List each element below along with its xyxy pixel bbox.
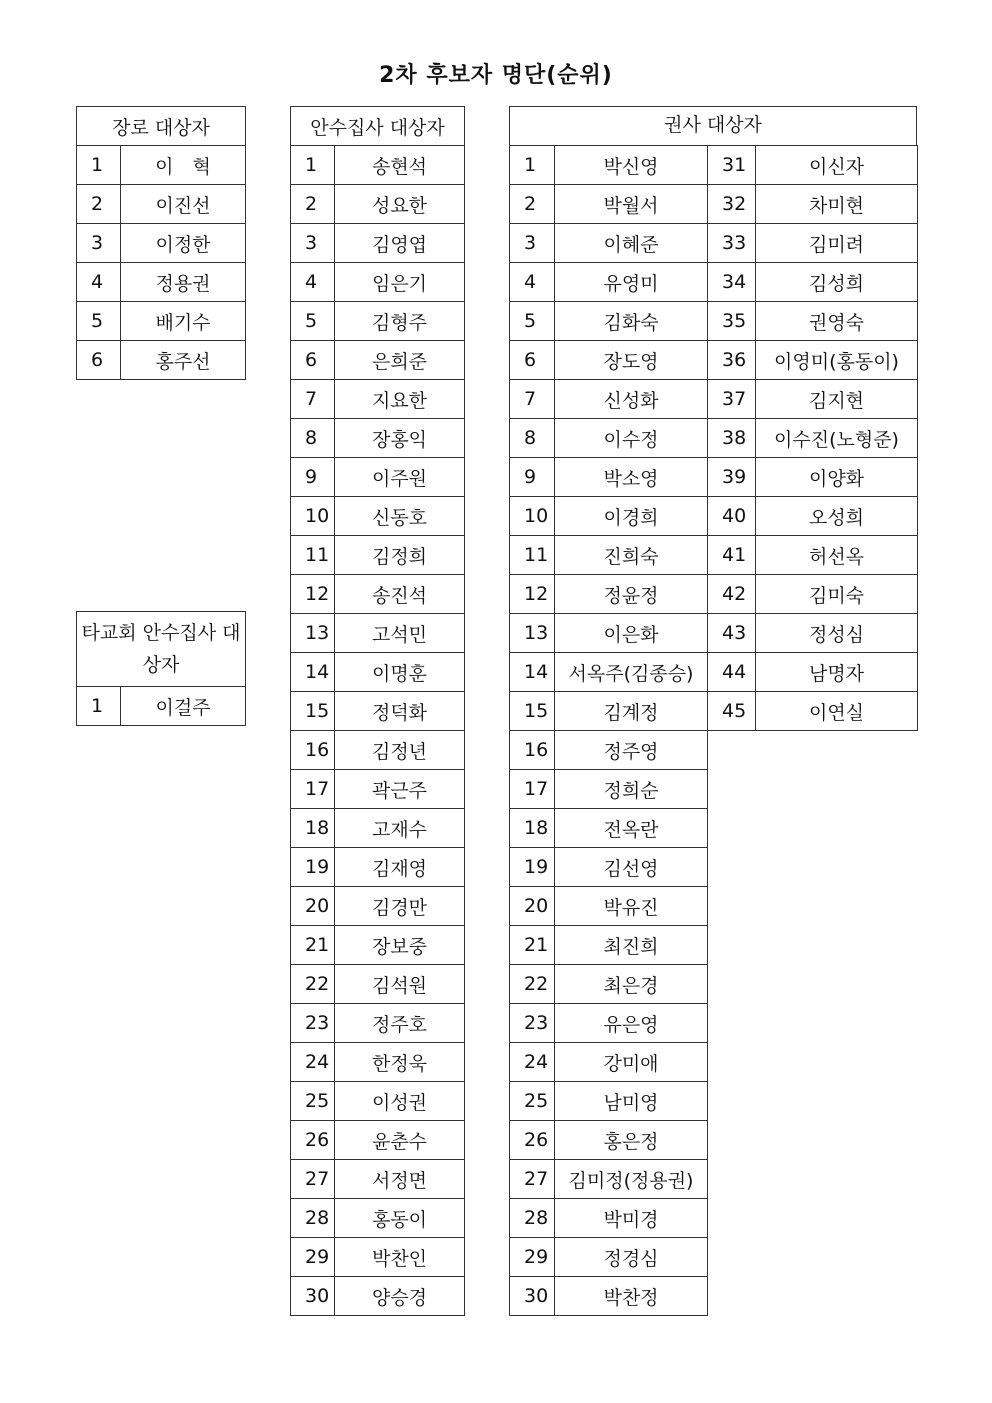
rank-number: 4 [77,263,121,302]
rank-number: 8 [510,419,555,458]
rank-number: 16 [291,731,335,770]
table-row [77,302,246,341]
page-title: 2차 후보자 명단(순위) [379,63,613,88]
candidate-name: 김영엽 [335,224,465,263]
table-row [291,1238,465,1277]
table-row [291,731,465,770]
table-row [291,302,465,341]
table-header [510,107,708,146]
candidate-name: 이주원 [335,458,465,497]
table-row [77,687,246,726]
candidate-name: 김정희 [335,536,465,575]
candidate-name: 양승경 [335,1277,465,1316]
rank-number: 2 [77,185,121,224]
table-row [510,653,708,692]
candidate-name: 권영숙 [756,302,918,341]
candidate-name: 김성희 [756,263,918,302]
table-header: 타교회 안수집사 대상자 [77,612,246,687]
table-row [708,263,918,302]
rank-number: 21 [291,926,335,965]
rank-number: 3 [77,224,121,263]
candidate-name: 차미현 [756,185,918,224]
rank-number: 16 [510,731,555,770]
table-row [708,380,918,419]
rank-number: 43 [708,614,756,653]
table-row [291,1043,465,1082]
candidate-name: 박미경 [555,1199,708,1238]
candidate-name: 이영미(홍동이) [756,341,918,380]
rank-number: 7 [510,380,555,419]
candidate-name: 지요한 [335,380,465,419]
table-row [708,458,918,497]
rank-number: 20 [510,887,555,926]
table-row [510,419,708,458]
table-row [510,536,708,575]
table-row [510,575,708,614]
candidate-name: 유은영 [555,1004,708,1043]
candidate-name: 정주호 [335,1004,465,1043]
rank-number: 15 [291,692,335,731]
other-church-deacon-table [76,611,246,726]
table-row [77,263,246,302]
table-header: 안수집사 대상자 [291,107,465,146]
table-row [510,1199,708,1238]
candidate-name: 서옥주(김종승) [555,653,708,692]
candidate-name: 홍은정 [555,1121,708,1160]
table-row [510,965,708,1004]
candidate-name: 은희준 [335,341,465,380]
table-row [291,185,465,224]
rank-number: 8 [291,419,335,458]
candidate-name: 진희숙 [555,536,708,575]
table-row [510,1004,708,1043]
table-row [291,1277,465,1316]
rank-number: 19 [291,848,335,887]
candidate-name: 정덕화 [335,692,465,731]
candidate-name: 장보중 [335,926,465,965]
table-row [291,614,465,653]
table-row [510,224,708,263]
candidate-name: 정경심 [555,1238,708,1277]
rank-number: 2 [510,185,555,224]
ordained-deacon-candidates-table [290,106,465,1316]
candidate-name: 김형주 [335,302,465,341]
candidate-name: 곽근주 [335,770,465,809]
candidate-name: 이수진(노형준) [756,419,918,458]
rank-number: 14 [510,653,555,692]
table-row [708,575,918,614]
candidate-name: 유영미 [555,263,708,302]
candidate-name: 김미정(정용권) [555,1160,708,1199]
rank-number: 24 [291,1043,335,1082]
candidate-name: 서정면 [335,1160,465,1199]
table-row [77,146,246,185]
table-row [510,341,708,380]
table-row [708,419,918,458]
candidate-name: 배기수 [121,302,246,341]
rank-number: 22 [510,965,555,1004]
candidate-name: 송진석 [335,575,465,614]
table-row [291,848,465,887]
candidate-name: 이 혁 [121,146,246,185]
rank-number: 18 [291,809,335,848]
rank-number: 42 [708,575,756,614]
rank-number: 38 [708,419,756,458]
rank-number: 3 [291,224,335,263]
candidate-name: 박소영 [555,458,708,497]
kwonsa-candidates-table [509,106,708,1316]
table-row [291,1160,465,1199]
rank-number: 33 [708,224,756,263]
candidate-name: 정주영 [555,731,708,770]
table-row [291,887,465,926]
candidate-name: 김계정 [555,692,708,731]
candidate-name: 김선영 [555,848,708,887]
table-row [510,887,708,926]
rank-number: 40 [708,497,756,536]
table-row [291,380,465,419]
candidate-name: 성요한 [335,185,465,224]
elder-candidates-table [76,106,246,380]
rank-number: 45 [708,692,756,731]
candidate-name: 이양화 [756,458,918,497]
table-row [291,419,465,458]
candidate-name: 이연실 [756,692,918,731]
candidate-name: 김화숙 [555,302,708,341]
rank-number: 41 [708,536,756,575]
rank-number: 5 [510,302,555,341]
table-row [510,614,708,653]
table-row [291,926,465,965]
candidate-name: 최진희 [555,926,708,965]
table-row [510,1277,708,1316]
table-row [510,731,708,770]
candidate-name: 강미애 [555,1043,708,1082]
table-row [510,263,708,302]
table-row [291,653,465,692]
candidate-name: 이신자 [756,146,918,185]
candidate-name: 한정욱 [335,1043,465,1082]
rank-number: 5 [291,302,335,341]
candidate-name: 김경만 [335,887,465,926]
candidate-name: 박유진 [555,887,708,926]
table-row [77,224,246,263]
table-row [510,380,708,419]
candidate-name: 이정한 [121,224,246,263]
candidate-name: 박찬인 [335,1238,465,1277]
table-row [510,458,708,497]
table-row [510,848,708,887]
table-row [291,263,465,302]
table-row [291,497,465,536]
candidate-name: 이명훈 [335,653,465,692]
table-row [708,614,918,653]
rank-number: 22 [291,965,335,1004]
rank-number: 10 [510,497,555,536]
candidate-name: 정용권 [121,263,246,302]
candidate-name: 신성화 [555,380,708,419]
rank-number: 23 [510,1004,555,1043]
table-row [510,146,708,185]
rank-number: 9 [291,458,335,497]
rank-number: 15 [510,692,555,731]
rank-number: 44 [708,653,756,692]
table-row [510,692,708,731]
rank-number: 1 [77,687,121,726]
candidate-name: 최은경 [555,965,708,1004]
candidate-name: 이경희 [555,497,708,536]
rank-number: 6 [291,341,335,380]
rank-number: 39 [708,458,756,497]
candidate-name: 김미려 [756,224,918,263]
candidate-name: 윤춘수 [335,1121,465,1160]
rank-number: 1 [291,146,335,185]
candidate-name: 임은기 [335,263,465,302]
rank-number: 32 [708,185,756,224]
candidate-name: 이성권 [335,1082,465,1121]
rank-number: 5 [77,302,121,341]
table-row [510,1043,708,1082]
rank-number: 37 [708,380,756,419]
candidate-name: 이은화 [555,614,708,653]
candidate-name: 남미영 [555,1082,708,1121]
rank-number: 13 [291,614,335,653]
table-row [510,497,708,536]
candidate-name: 정희순 [555,770,708,809]
candidate-name: 박월서 [555,185,708,224]
table-row [708,185,918,224]
rank-number: 34 [708,263,756,302]
rank-number: 35 [708,302,756,341]
candidate-name: 김석원 [335,965,465,1004]
table-row [510,1121,708,1160]
table-row [708,146,918,185]
rank-number: 21 [510,926,555,965]
table-row [291,809,465,848]
rank-number: 12 [510,575,555,614]
rank-number: 30 [291,1277,335,1316]
candidate-name: 송현석 [335,146,465,185]
candidate-name: 정성심 [756,614,918,653]
rank-number: 19 [510,848,555,887]
rank-number: 10 [291,497,335,536]
candidate-name: 김재영 [335,848,465,887]
table-row [291,536,465,575]
table-row [77,341,246,380]
rank-number: 17 [510,770,555,809]
candidate-name: 김미숙 [756,575,918,614]
table-row [291,341,465,380]
table-row [291,965,465,1004]
table-row [708,302,918,341]
candidate-name: 장홍익 [335,419,465,458]
rank-number: 29 [510,1238,555,1277]
kwonsa-header-extension [707,106,917,145]
candidate-name: 남명자 [756,653,918,692]
rank-number: 9 [510,458,555,497]
table-row [708,536,918,575]
candidate-name: 박찬정 [555,1277,708,1316]
table-row [291,146,465,185]
candidate-name: 박신영 [555,146,708,185]
rank-number: 24 [510,1043,555,1082]
table-row [510,302,708,341]
rank-number: 6 [510,341,555,380]
rank-number: 17 [291,770,335,809]
table-row [291,1199,465,1238]
rank-number: 29 [291,1238,335,1277]
rank-number: 36 [708,341,756,380]
candidate-name: 이걸주 [121,687,246,726]
rank-number: 14 [291,653,335,692]
table-row [291,1082,465,1121]
rank-number: 30 [510,1277,555,1316]
table-row [510,185,708,224]
rank-number: 1 [77,146,121,185]
table-row [510,1082,708,1121]
rank-number: 26 [510,1121,555,1160]
table-row [708,224,918,263]
table-row [291,692,465,731]
table-row [708,653,918,692]
table-row [708,497,918,536]
rank-number: 25 [291,1082,335,1121]
candidate-name: 전옥란 [555,809,708,848]
rank-number: 1 [510,146,555,185]
rank-number: 11 [291,536,335,575]
rank-number: 11 [510,536,555,575]
candidate-name: 이혜준 [555,224,708,263]
table-row [708,341,918,380]
rank-number: 26 [291,1121,335,1160]
rank-number: 7 [291,380,335,419]
rank-number: 13 [510,614,555,653]
table-row [510,1238,708,1277]
kwonsa-candidates-table-continued [707,145,918,731]
rank-number: 20 [291,887,335,926]
rank-number: 31 [708,146,756,185]
candidate-name: 고석민 [335,614,465,653]
candidate-name: 장도영 [555,341,708,380]
rank-number: 28 [510,1199,555,1238]
rank-number: 27 [510,1160,555,1199]
table-row [510,1160,708,1199]
rank-number: 4 [510,263,555,302]
candidate-name: 이진선 [121,185,246,224]
candidate-name: 김지현 [756,380,918,419]
table-row [291,458,465,497]
rank-number: 3 [510,224,555,263]
rank-number: 4 [291,263,335,302]
rank-number: 6 [77,341,121,380]
candidate-name: 오성희 [756,497,918,536]
table-header: 장로 대상자 [77,107,246,146]
candidate-name: 홍주선 [121,341,246,380]
table-row [510,809,708,848]
candidate-name: 김정년 [335,731,465,770]
rank-number: 27 [291,1160,335,1199]
rank-number: 23 [291,1004,335,1043]
candidate-name: 고재수 [335,809,465,848]
table-row [77,185,246,224]
table-row [291,1004,465,1043]
table-row [291,770,465,809]
candidate-name: 신동호 [335,497,465,536]
rank-number: 2 [291,185,335,224]
table-row [510,770,708,809]
candidate-name: 홍동이 [335,1199,465,1238]
table-row [291,575,465,614]
kwonsa-header-label: 권사 대상자 [664,114,762,136]
table-row [510,926,708,965]
rank-number: 25 [510,1082,555,1121]
rank-number: 18 [510,809,555,848]
table-row [291,1121,465,1160]
rank-number: 28 [291,1199,335,1238]
rank-number: 12 [291,575,335,614]
candidate-name: 정윤정 [555,575,708,614]
table-row [708,692,918,731]
table-row [291,224,465,263]
candidate-name: 허선옥 [756,536,918,575]
candidate-name: 이수정 [555,419,708,458]
